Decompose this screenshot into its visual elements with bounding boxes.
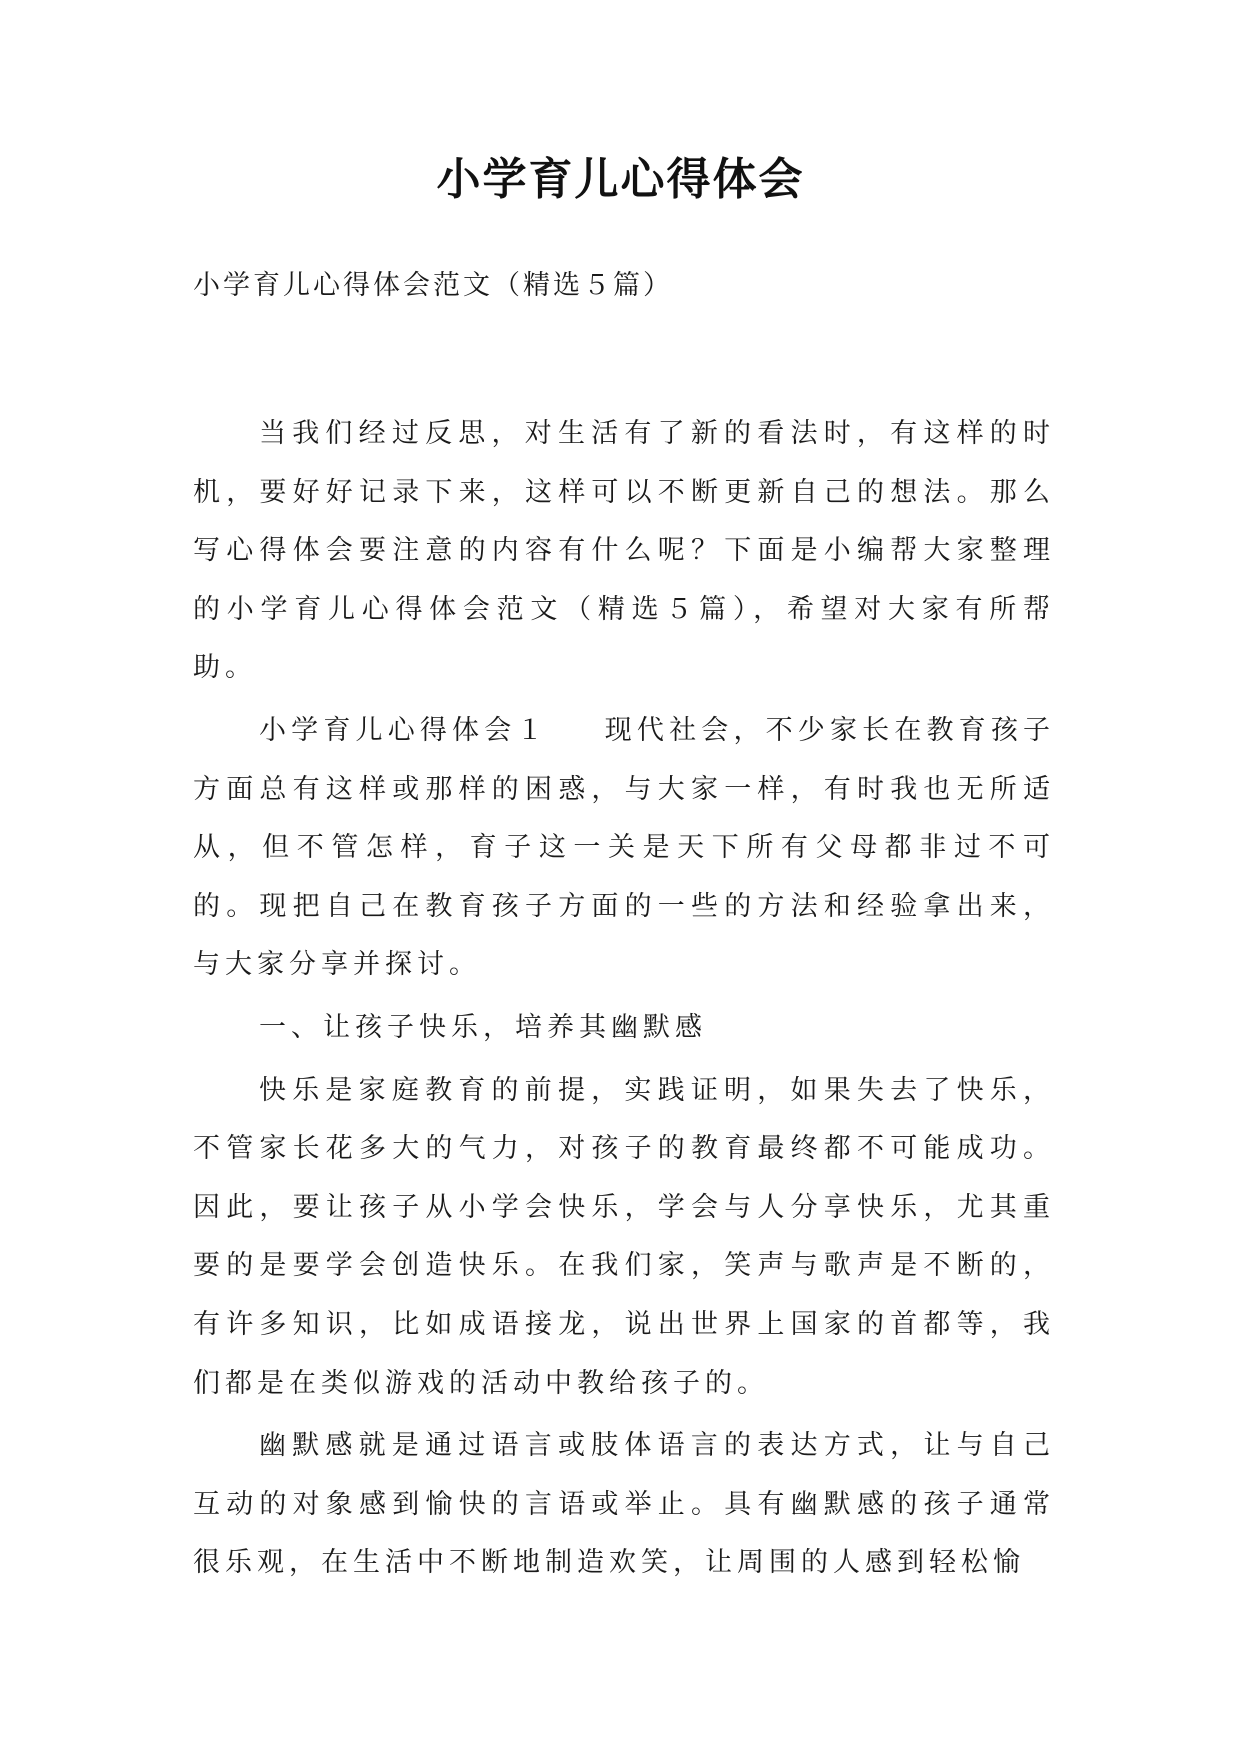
humor-paragraph: 幽默感就是通过语言或肢体语言的表达方式，让与自己互动的对象感到愉快的言语或举止。具有幽默感的孩子通常很乐观，在生活中不断地制造欢笑，让周围的人感到轻松愉	[193, 1430, 1055, 1579]
document-subtitle: 小学育儿心得体会范文（精选５篇）	[193, 270, 673, 301]
article-paragraph	[193, 702, 1055, 995]
happiness-paragraph: 快乐是家庭教育的前提，实践证明，如果失去了快乐，不管家长花多大的气力，对孩子的教育最终都不可能成功。因此，要让孩子从小学会快乐，学会与人分享快乐，尤其重要的是要学会创造快乐。在我们家，笑声与歌声是不断的，有许多知识，比如成语接龙，说出世界上国家的首都等，我们都是在类似游戏的活动中教给孩子的。	[193, 1074, 1055, 1399]
intro-paragraph: 当我们经过反思，对生活有了新的看法时，有这样的时机，要好好记录下来，这样可以不断更新自己的想法。那么写心得体会要注意的内容有什么呢？下面是小编帮大家整理的小学育儿心得体会范文（精选５篇），希望对大家有所帮助。	[193, 418, 1055, 684]
article-heading: 小学育儿心得体会１	[259, 714, 549, 746]
document-title: 小学育儿心得体会	[436, 154, 805, 205]
section-heading: 一、让孩子快乐，培养其幽默感	[259, 1011, 707, 1043]
article-intro-text: 现代社会，不少家长在教育孩子方面总有这样或那样的困惑，与大家一样，有时我也无所适从，但不管怎样，育子这一关是天下所有父母都非过不可的。现把自己在教育孩子方面的一些的方法和经验拿出来，与大家分享并探讨。	[193, 714, 1056, 981]
document-body	[193, 405, 1055, 1593]
